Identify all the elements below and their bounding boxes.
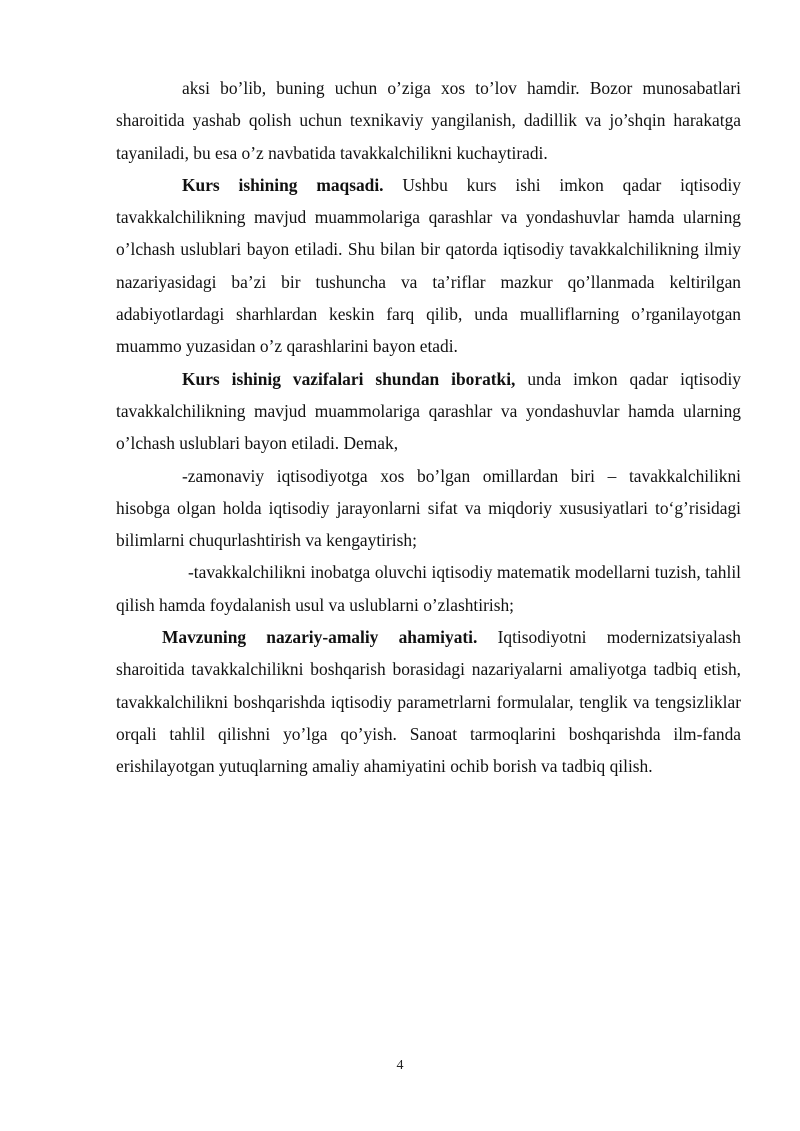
significance-text: Iqtisodiyotni modernizatsiyalash sharoitida tavakkalchilikni boshqarish borasidagi nazariyalarni amaliyotga tadbiq etish, tavakkalchilikni boshqarishda iqtisodiy parametrlarni formulalar, tenglik va tengsizliklar orqali tahlil qilishni yo’lga qo’yish. Sanoat tarmoqlarini boshqarishda ilm-fanda erishilayotgan yutuqlarning amaliy ahamiyatini ochib borish va tadbiq qilish. <box>116 627 741 777</box>
course-tasks-text: unda imkon qadar iqtisodiy tavakkalchilikning mavjud muammolariga qarashlar va yondashuvlar hamda ularning o’lchash uslublari bayon etiladi. Demak, <box>116 368 741 454</box>
significance-heading: Mavzuning nazariy-amaliy ahamiyati. <box>162 627 478 648</box>
paragraph-course-goal <box>116 169 741 363</box>
list-item-math-models-text: -tavakkalchilikni inobatga oluvchi iqtisodiy matematik modellarni tuzish, tahlil qilish hamda foydalanish usul va uslublarni o’zlashtirish; <box>116 562 741 615</box>
document-body <box>116 72 741 783</box>
course-tasks-heading: Kurs ishinig vazifalari shundan iboratki, <box>182 368 516 389</box>
list-item-math-models <box>116 556 741 621</box>
paragraph-course-tasks <box>116 363 741 460</box>
course-goal-text: Ushbu kurs ishi imkon qadar iqtisodiy tavakkalchilikning mavjud muammolariga qarashlar va yondashuvlar hamda ularning o’lchash uslublari bayon etiladi. Shu bilan bir qatorda iqtisodiy tavakkalchilikning ilmiy nazariyasidagi ba’zi bir tushuncha va ta’riflar mazkur qo’llanmada keltirilgan adabiyotlardagi sharhlardan keskin farq qilib, unda mualliflarning o’rganilayotgan muammo yuzasidan o’z qarashlarini bayon etadi. <box>116 174 741 357</box>
paragraph-significance <box>116 621 741 782</box>
paragraph-intro <box>116 72 741 169</box>
list-item-modern-economy-text: -zamonaviy iqtisodiyotga xos bo’lgan omillardan biri – tavakkalchilikni hisobga olgan holda iqtisodiy jarayonlarni sifat va miqdoriy xususiyatlari to‘g’risidagi bilimlarni chuqurlashtirish va kengaytirish; <box>116 465 741 551</box>
list-item-modern-economy <box>116 460 741 557</box>
page-number: 4 <box>396 1058 404 1073</box>
paragraph-intro-text: aksi bo’lib, buning uchun o’ziga xos to’lov hamdir. Bozor munosabatlari sharoitida yashab qolish uchun texnikaviy yangilanish, dadillik va jo’shqin harakatga tayaniladi, bu esa o’z navbatida tavakkalchilikni kuchaytiradi. <box>116 78 741 163</box>
course-goal-heading: Kurs ishining maqsadi. <box>182 174 384 195</box>
